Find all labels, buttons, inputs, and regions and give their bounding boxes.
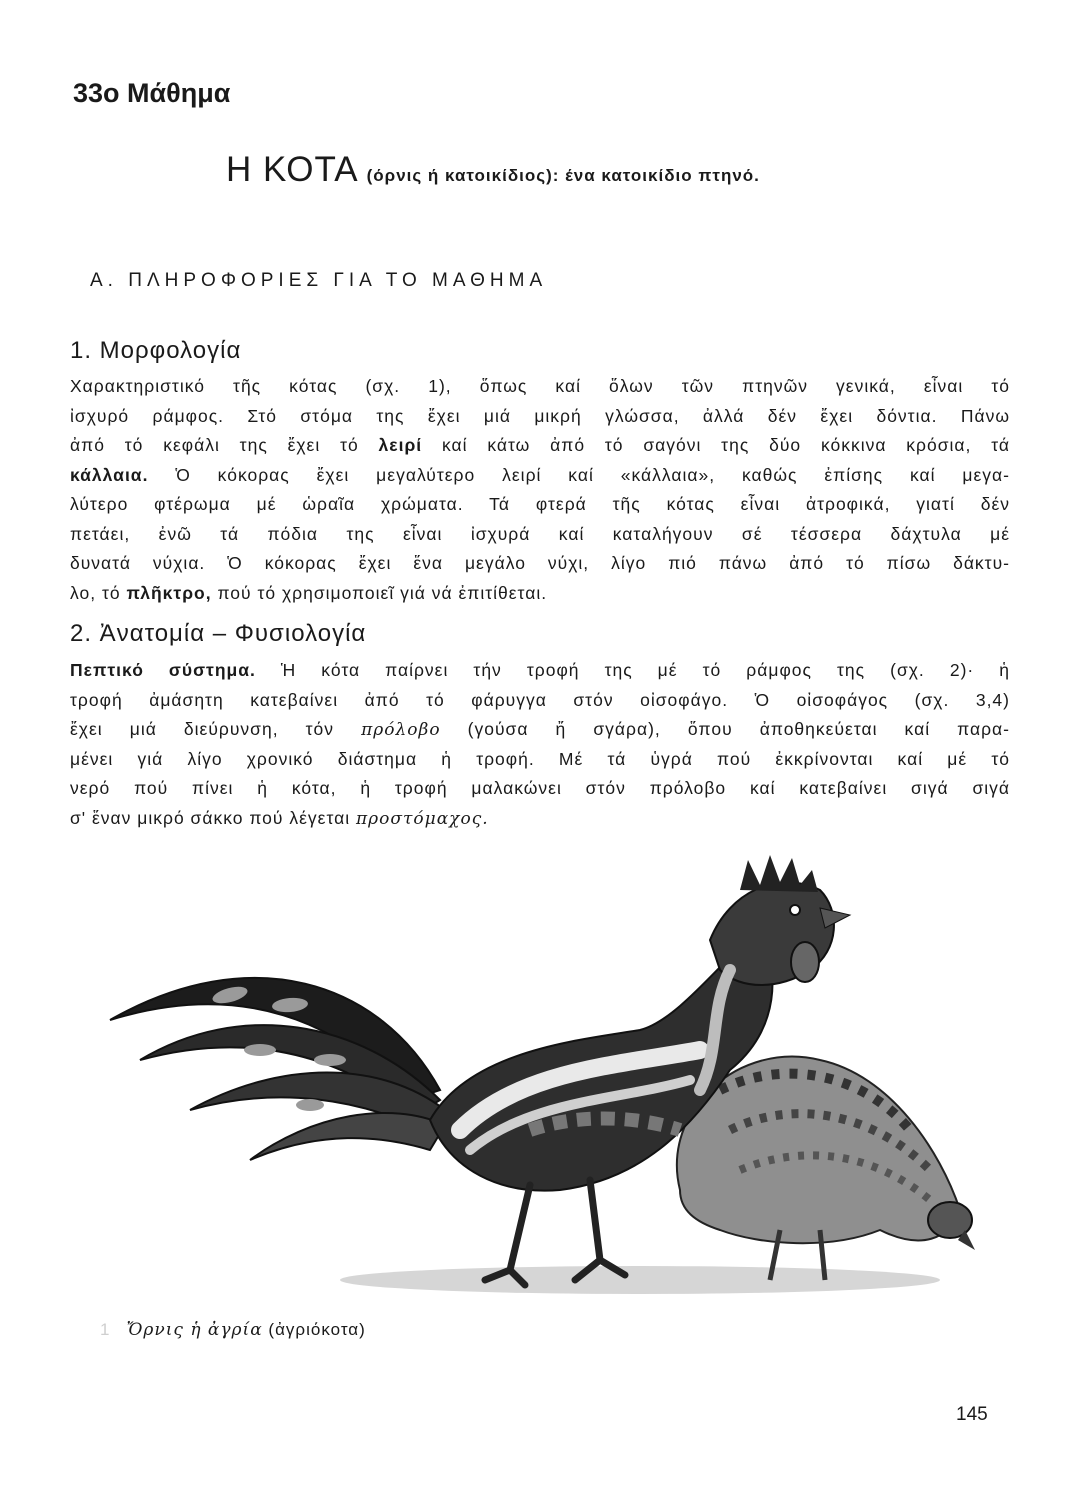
text-line: ἰσχυρό ράμφος. Στό στόμα της ἔχει μιά μικρή γλώσσα, ἀλλά δέν ἔχει δόντια. Πάνω [70, 405, 1010, 426]
rooster-wattle [791, 942, 819, 982]
text-line: Χαρακτηριστικό τῆς κότας (σχ. 1), ὅπως καί ὅλων τῶν πτηνῶν γενικά, εἶναι τό [70, 376, 1010, 396]
title-main: Η ΚΟΤΑ [226, 150, 359, 189]
anatomy-paragraph [70, 656, 1010, 833]
page-number: 145 [956, 1404, 988, 1425]
title-subtitle: (όρνις ή κατοικίδιος): ένα κατοικίδιο πτηνό. [366, 166, 760, 185]
term-peptiko: Πεπτικό σύστημα. [70, 660, 256, 680]
figure-number: 1 [100, 1320, 111, 1339]
text-line: δυνατά νύχια. Ὁ κόκορας ἔχει ἕνα μεγάλο νύχι, λίγο πιό πάνω ἀπό τό πίσω δάκτυ- [70, 553, 1010, 573]
morphology-paragraph [70, 372, 1010, 608]
section-a-heading: Α. ΠΛΗΡΟΦΟΡΙΕΣ ΓΙΑ ΤΟ ΜΑΘΗΜΑ [90, 270, 548, 291]
text-line: λύτερο φτέρωμα μέ ὡραῖα χρώματα. Τά φτερά τῆς κότας εἶναι ἀτροφικά, γιατί δέν [70, 494, 1010, 514]
morphology-heading: 1. Μορφολογία [70, 337, 242, 364]
ground-shadow [340, 1266, 940, 1294]
page-title [226, 150, 760, 190]
text-line: ἔχει μιά διεύρυνση, τόν πρόλοβο (γούσα ἤ σγάρα), ὅπου ἀποθηκεύεται καί παρα- [70, 719, 1010, 740]
anatomy-heading: 2. Ἀνατομία – Φυσιολογία [70, 620, 367, 647]
rooster-eye [790, 905, 800, 915]
caption-italic: Ὄρνις ἡ ἀγρία [126, 1320, 263, 1340]
text-line: σ' ἕναν μικρό σάκκο πού λέγεται προστόμαχος. [70, 807, 489, 829]
term-kallaia: κάλλαια. [70, 464, 149, 485]
term-plektro: πλῆκτρο, [126, 582, 212, 603]
text-line: πετάει, ἐνῶ τά πόδια της εἶναι ἰσχυρά καί καταλήγουν σέ τέσσερα δάχτυλα μέ [70, 523, 1010, 544]
term-leiri: λειρί [378, 435, 423, 455]
hen [677, 1057, 975, 1280]
text-line: ἀπό τό κεφάλι της ἔχει τό λειρί καί κάτω ἀπό τό σαγόνι της δύο κόκκινα κρόσια, τά [70, 435, 1010, 455]
rooster-hen-illustration [80, 830, 980, 1310]
caption-plain: (ἀγριόκοτα) [268, 1320, 366, 1339]
rooster-comb [740, 855, 818, 892]
text-line: Πεπτικό σύστημα. Ἡ κότα παίρνει τήν τροφή της μέ τό ράμφος της (σχ. 2)· ἡ [70, 660, 1010, 680]
figure-caption [100, 1320, 366, 1340]
text-line: μένει γιά λίγο χρονικό διάστημα ἡ τροφή. Μέ τά ὑγρά πού ἐκκρίνονται καί μέ τό [70, 748, 1010, 769]
rooster-beak [820, 908, 850, 928]
text-line: λο, τό πλῆκτρο, πού τό χρησιμοποιεῖ γιά νά ἐπιτίθεται. [70, 582, 548, 603]
term-prostomachos: προστόμαχος. [356, 808, 489, 829]
lesson-number: 33ο Μάθημα [73, 78, 231, 108]
text-line: νερό πού πίνει ἡ κότα, ἡ τροφή μαλακώνει στόν πρόλοβο καί κατεβαίνει σιγά σιγά [70, 778, 1010, 798]
term-prolovo: πρόλοβο [361, 720, 441, 740]
text-line: τροφή ἀμάσητη κατεβαίνει ἀπό τό φάρυγγα στόν οἰσοφάγο. Ὁ οἰσοφάγος (σχ. 3,4) [70, 689, 1010, 710]
text-line: κάλλαια. Ὁ κόκορας ἔχει μεγαλύτερο λειρί καί «κάλλαια», καθώς ἐπίσης καί μεγα- [70, 464, 1010, 485]
